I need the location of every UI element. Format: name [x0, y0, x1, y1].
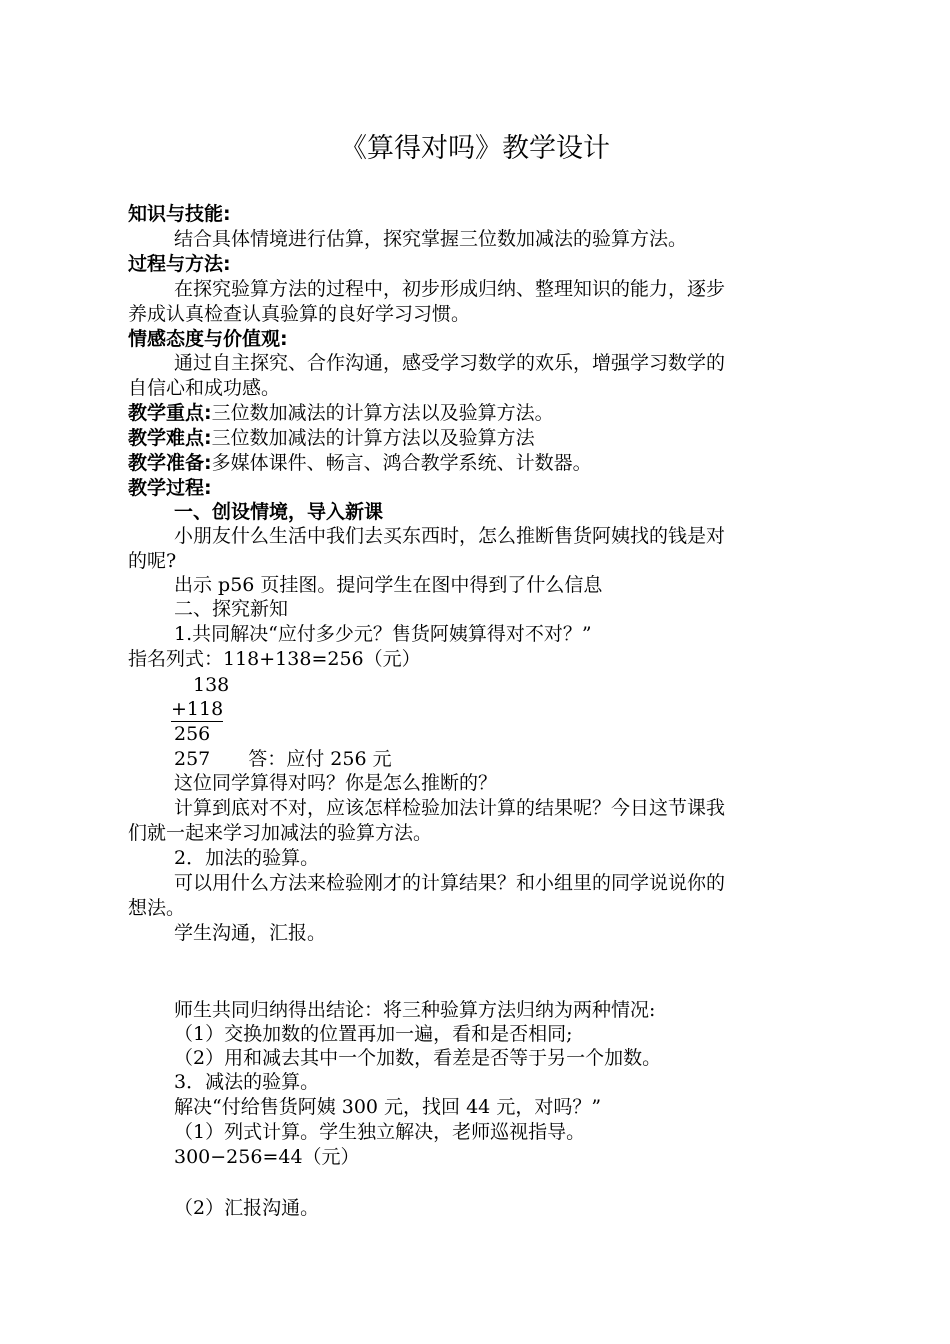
answer-text: 答：应付 256 元	[248, 748, 392, 770]
teaching-preparation-value: 多媒体课件、畅言、鸿合教学系统、计数器。	[211, 452, 592, 474]
step-1: （1）列式计算。学生独立解决，老师巡视指导。	[174, 1121, 586, 1143]
conclusion-case-2: （2）用和减去其中一个加数，看差是否等于另一个加数。	[174, 1047, 662, 1069]
paragraph-process-line-1: 在探究验算方法的过程中，初步形成归纳、整理知识的能力，逐步	[174, 278, 726, 300]
section-1-title: 一、创设情境，导入新课	[174, 501, 384, 523]
question-3-line-1: 可以用什么方法来检验刚才的计算结果？和小组里的同学说说你的	[174, 872, 726, 894]
teaching-focus-label: 教学重点:	[128, 402, 212, 424]
question-3-line-2: 想法。	[128, 897, 186, 919]
conclusion: 师生共同归纳得出结论：将三种验算方法归纳为两种情况:	[174, 999, 656, 1021]
question-2-line-1: 计算到底对不对，应该怎样检验加法计算的结果呢？今日这节课我	[174, 797, 726, 819]
section-2-item-2: 2．加法的验算。	[174, 847, 320, 869]
section-1-paragraph-2: 出示 p56 页挂图。提问学生在图中得到了什么信息	[174, 574, 603, 596]
vertical-calc-result: 256	[174, 723, 211, 745]
solve-problem: 解决“付给售货阿姨 300 元，找回 44 元，对吗？”	[174, 1096, 602, 1118]
teaching-preparation	[128, 451, 592, 475]
question-2-line-2: 们就一起来学习加减法的验算方法。	[128, 822, 433, 844]
section-1-paragraph-1-line-1: 小朋友什么生活中我们去买东西时，怎么推断售货阿姨找的钱是对	[174, 525, 726, 547]
vertical-calc-check	[174, 747, 392, 771]
heading-procedure: 教学过程:	[128, 477, 212, 499]
section-2-title: 二、探究新知	[174, 598, 289, 620]
teaching-focus	[128, 401, 554, 425]
student-report: 学生沟通，汇报。	[174, 922, 327, 944]
question-1: 这位同学算得对吗？你是怎么推断的？	[174, 772, 498, 794]
teaching-difficulty-value: 三位数加减法的计算方法以及验算方法	[211, 427, 535, 449]
teaching-difficulty	[128, 426, 535, 450]
paragraph-knowledge: 结合具体情境进行估算，探究掌握三位数加减法的验算方法。	[174, 228, 688, 250]
heading-emotion: 情感态度与价值观:	[128, 328, 288, 350]
teaching-difficulty-label: 教学难点:	[128, 427, 212, 449]
section-2-item-3: 3．减法的验算。	[174, 1071, 320, 1093]
teaching-preparation-label: 教学准备:	[128, 452, 212, 474]
vertical-calc-check-value: 257	[174, 748, 211, 770]
section-2-item-1: 1.共同解决“应付多少元？售货阿姨算得对不对？”	[174, 623, 592, 645]
teaching-focus-value: 三位数加减法的计算方法以及验算方法。	[211, 402, 554, 424]
vertical-calc-addend-1: 138	[193, 674, 230, 696]
paragraph-process-line-2: 养成认真检查认真验算的良好学习习惯。	[128, 303, 471, 325]
subtraction-equation: 300−256=44（元）	[174, 1146, 360, 1168]
vertical-calc-addend-2	[171, 697, 223, 721]
page-title: 《算得对吗》教学设计	[340, 133, 610, 164]
paragraph-emotion-line-2: 自信心和成功感。	[128, 377, 281, 399]
vertical-calc-addend-2-text: +118	[171, 698, 224, 720]
step-2: （2）汇报沟通。	[174, 1197, 320, 1219]
conclusion-case-1: （1）交换加数的位置再加一遍，看和是否相同;	[174, 1023, 573, 1045]
formula-line: 指名列式：118+138=256（元）	[128, 648, 421, 670]
paragraph-emotion-line-1: 通过自主探究、合作沟通，感受学习数学的欢乐，增强学习数学的	[174, 352, 726, 374]
heading-knowledge: 知识与技能:	[128, 203, 231, 225]
section-1-paragraph-1-line-2: 的呢?	[128, 550, 177, 572]
heading-process: 过程与方法:	[128, 253, 231, 275]
